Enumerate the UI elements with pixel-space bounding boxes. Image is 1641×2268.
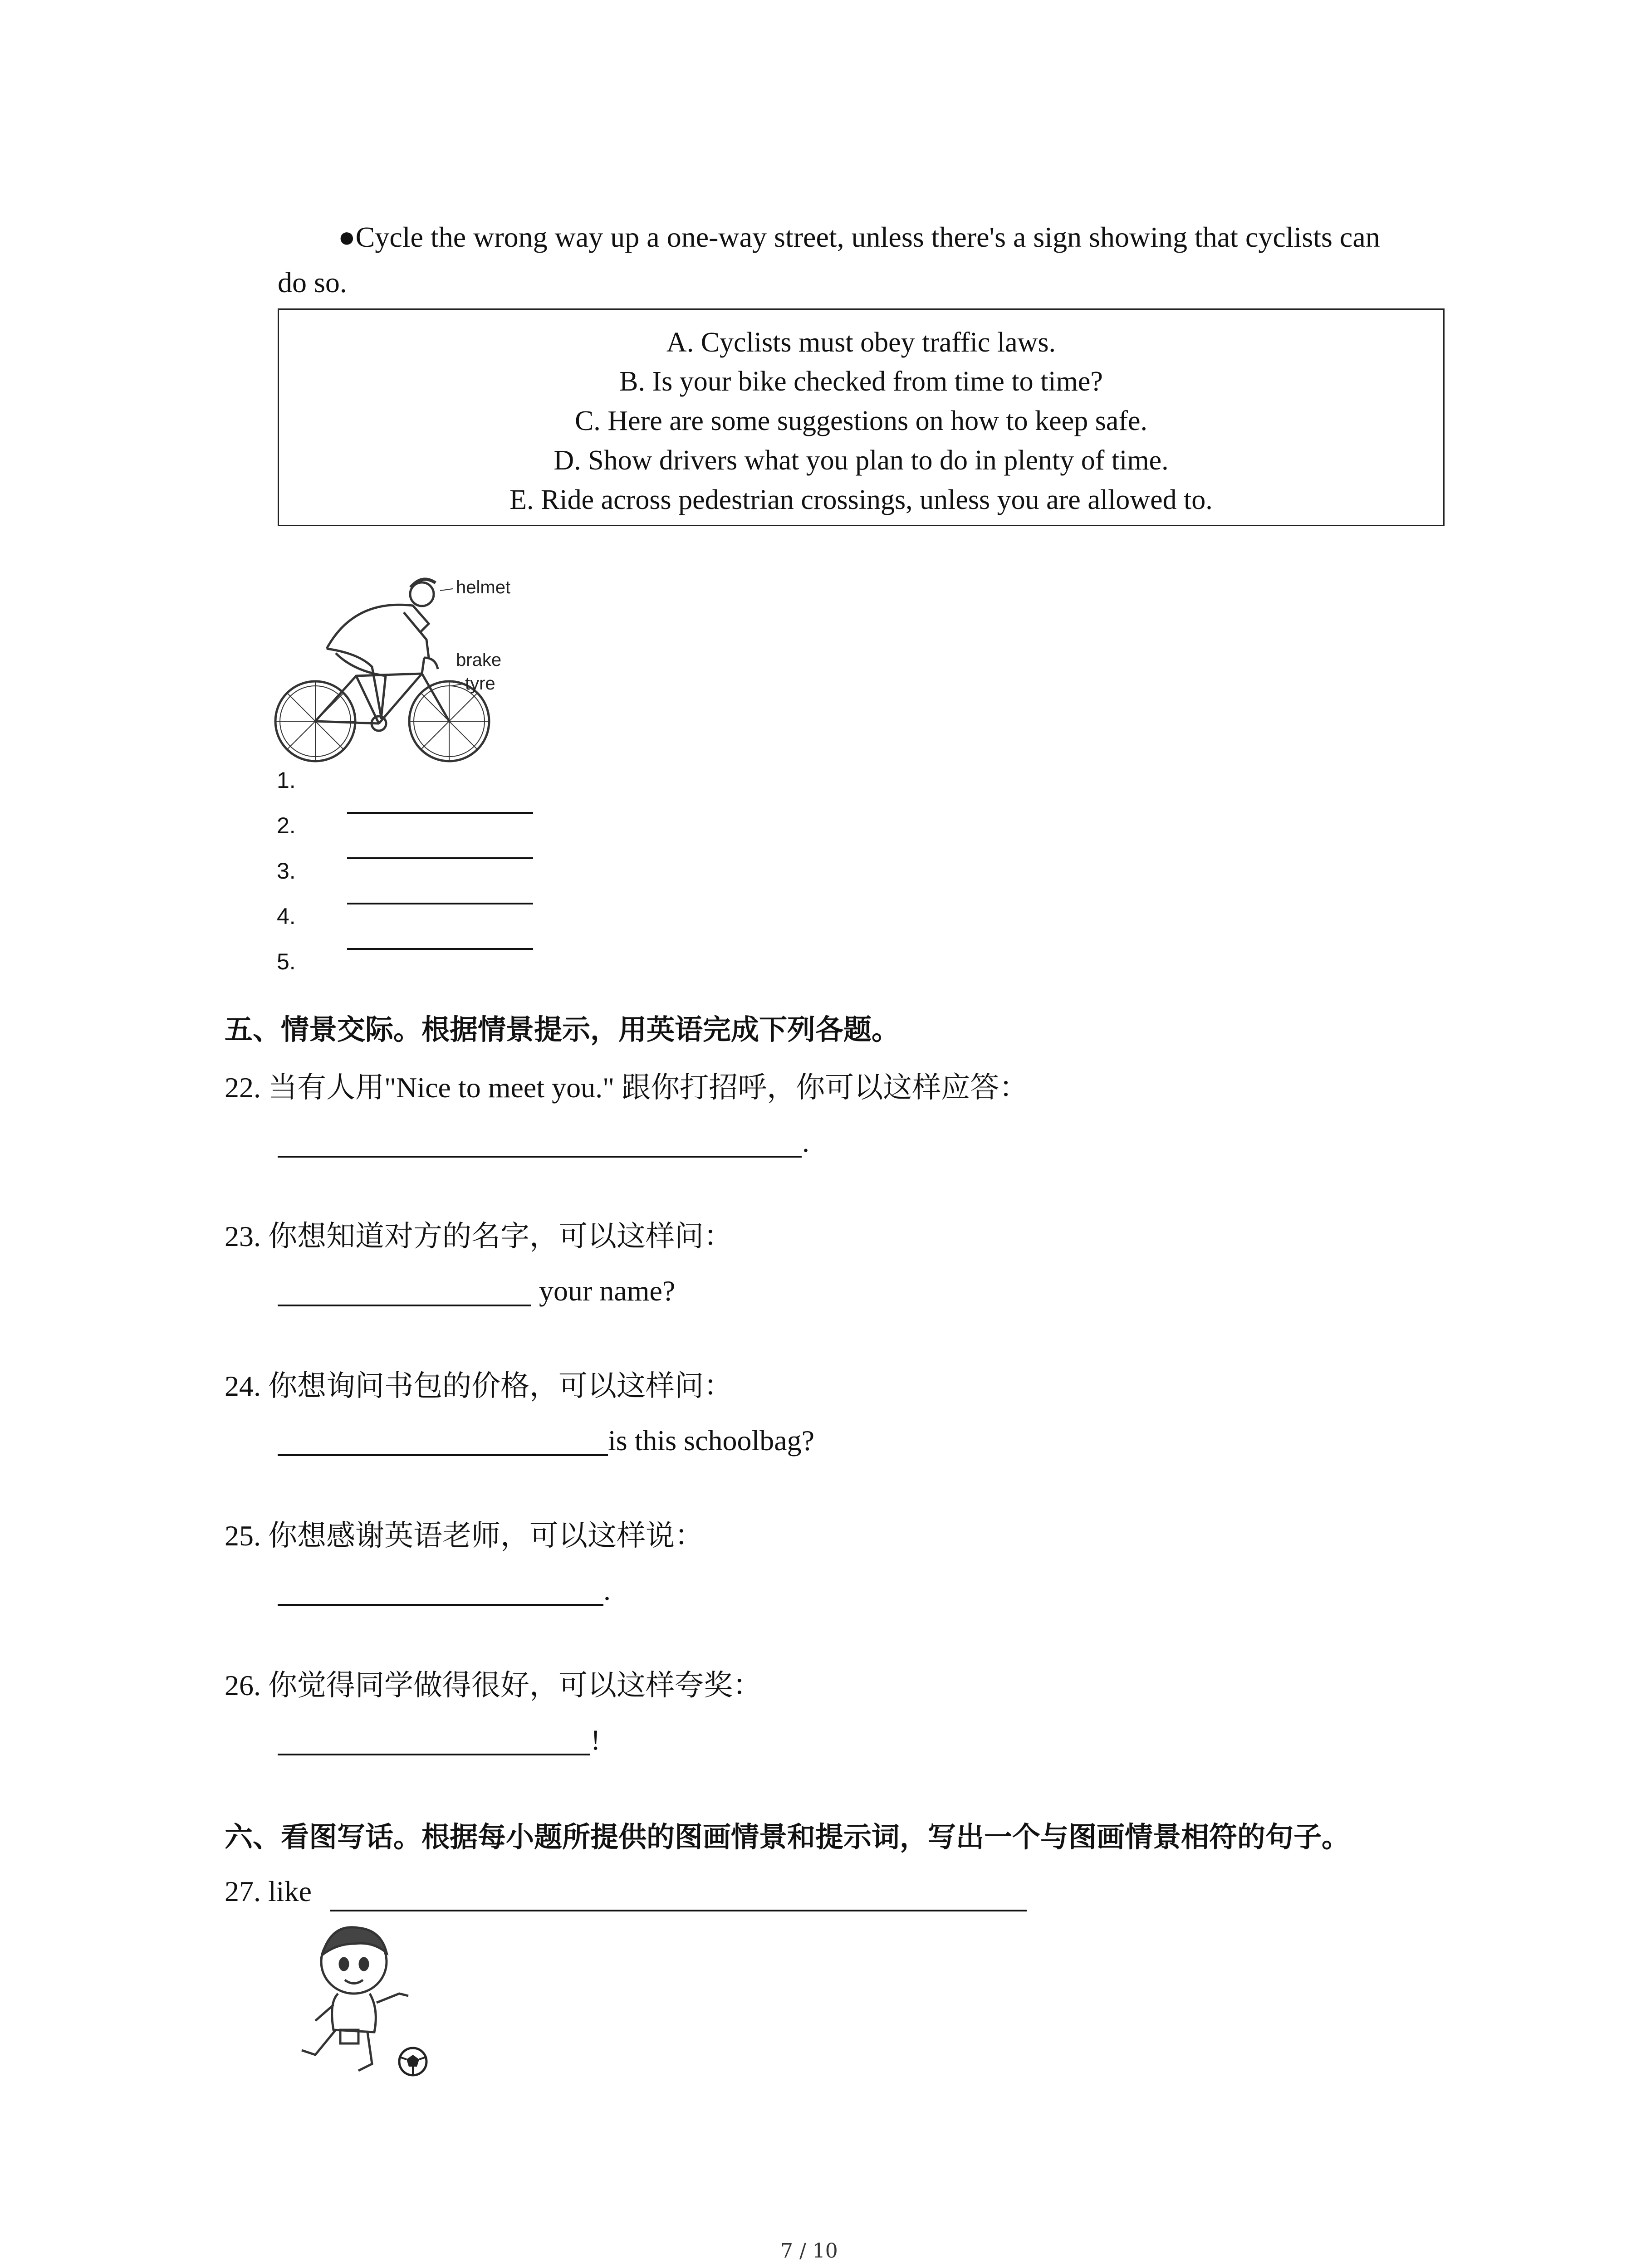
- q25-suffix: .: [603, 1574, 611, 1606]
- q24-prompt: 24. 你想询问书包的价格，可以这样问：: [225, 1370, 733, 1402]
- label-helmet: helmet: [456, 577, 511, 597]
- option-d: D. Show drivers what you plan to do in plenty of time.: [554, 445, 1169, 476]
- answer-number-1: 1.: [277, 767, 296, 793]
- q27-prompt: 27. like: [225, 1875, 312, 1907]
- q26-suffix: !: [591, 1724, 601, 1756]
- answer-number-4: 4.: [277, 904, 296, 929]
- answer-blank-3[interactable]: [347, 903, 533, 904]
- section5-heading: 五、情景交际。根据情景提示，用英语完成下列各题。: [225, 1013, 900, 1046]
- q26-blank[interactable]: [278, 1754, 590, 1755]
- q22-blank[interactable]: [278, 1156, 802, 1158]
- answer-blank-4[interactable]: [347, 948, 533, 950]
- q24-blank[interactable]: [278, 1454, 608, 1456]
- answer-blank-1[interactable]: [347, 812, 533, 814]
- q22-suffix: .: [802, 1126, 809, 1158]
- q25-prompt: 25. 你想感谢英语老师，可以这样说：: [225, 1520, 704, 1552]
- boy-football-figure: [277, 1919, 445, 2087]
- answer-number-3: 3.: [277, 858, 296, 884]
- answer-blank-2[interactable]: [347, 857, 533, 859]
- q23-prompt: 23. 你想知道对方的名字，可以这样问：: [225, 1220, 733, 1252]
- options-box: [278, 308, 1445, 526]
- answer-number-5: 5.: [277, 949, 296, 974]
- section6-heading: 六、看图写话。根据每小题所提供的图画情景和提示词，写出一个与图画情景相符的句子。: [225, 1820, 1350, 1853]
- q22-prompt: 22. 当有人用"Nice to meet you." 跟你打招呼，你可以这样应答：: [225, 1071, 1029, 1104]
- option-b: B. Is your bike checked from time to time?: [619, 366, 1103, 397]
- answer-number-2: 2.: [277, 813, 296, 838]
- q26-prompt: 26. 你觉得同学做得很好，可以这样夸奖：: [225, 1669, 762, 1701]
- label-tyre: tyre: [465, 674, 495, 694]
- option-a: A. Cyclists must obey traffic laws.: [666, 327, 1056, 358]
- q23-suffix: your name?: [539, 1275, 676, 1307]
- q27-blank[interactable]: [330, 1910, 1027, 1911]
- q23-blank[interactable]: [278, 1305, 531, 1306]
- q25-blank[interactable]: [278, 1604, 603, 1606]
- cyclist-figure: [272, 567, 526, 767]
- passage-bullet-line1: ●Cycle the wrong way up a one-way street, unless there's a sign showing that cyclists can: [338, 221, 1380, 253]
- option-e: E. Ride across pedestrian crossings, unless you are allowed to.: [509, 484, 1213, 515]
- q24-suffix: is this schoolbag?: [608, 1424, 815, 1457]
- page-number: 7 / 10: [780, 2239, 838, 2263]
- passage-bullet-line2: do so.: [278, 266, 347, 298]
- option-c: C. Here are some suggestions on how to keep safe.: [574, 406, 1148, 436]
- label-brake: brake: [456, 650, 502, 670]
